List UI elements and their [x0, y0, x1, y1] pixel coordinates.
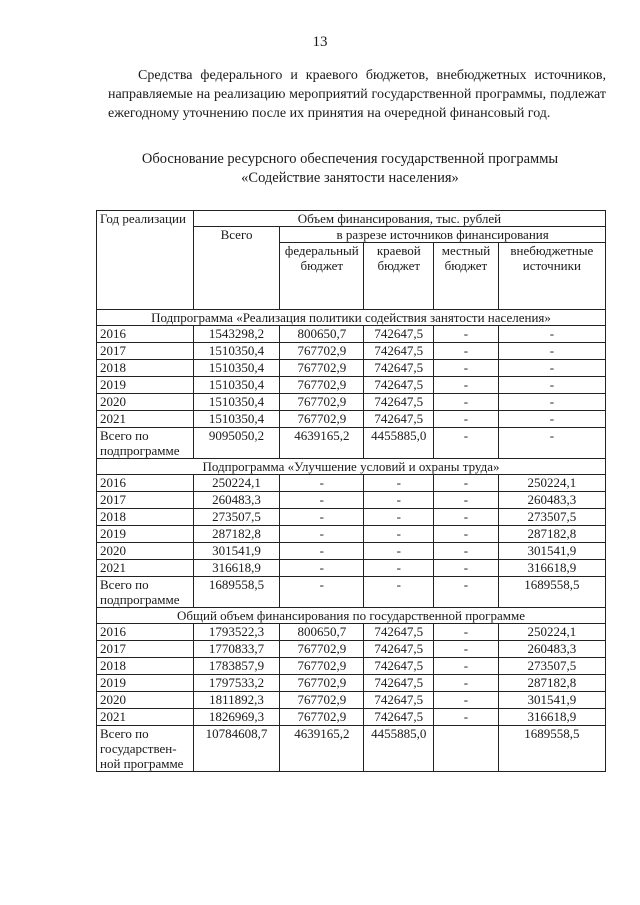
- cell-total: 250224,1: [193, 475, 279, 492]
- cell-regional: 742647,5: [364, 411, 434, 428]
- cell-total: 1510350,4: [193, 360, 279, 377]
- cell-year: 2018: [97, 509, 194, 526]
- cell-extra: 316618,9: [498, 709, 605, 726]
- cell-year: 2017: [97, 641, 194, 658]
- cell-regional: 742647,5: [364, 641, 434, 658]
- cell-regional: 4455885,0: [364, 428, 434, 459]
- cell-regional: 742647,5: [364, 675, 434, 692]
- cell-local: -: [434, 543, 499, 560]
- cell-total: 1543298,2: [193, 326, 279, 343]
- header-local: местный бюджет: [434, 243, 499, 310]
- cell-regional: -: [364, 509, 434, 526]
- cell-year: 2021: [97, 709, 194, 726]
- cell-extra: 1689558,5: [498, 577, 605, 608]
- cell-federal: 767702,9: [280, 411, 364, 428]
- cell-regional: -: [364, 560, 434, 577]
- cell-local: -: [434, 343, 499, 360]
- cell-local: -: [434, 577, 499, 608]
- cell-local: -: [434, 394, 499, 411]
- intro-paragraph: Средства федерального и краевого бюджетов, внебюджетных источников, направляемые на реализацию мероприятий государственной программы, подлежат ежегодному уточнению после их принятия на очередной финансовый год.: [108, 68, 606, 121]
- cell-local: -: [434, 624, 499, 641]
- cell-year: 2017: [97, 492, 194, 509]
- cell-federal: 800650,7: [280, 624, 364, 641]
- cell-year: Всего по подпрограмме: [97, 428, 194, 459]
- cell-total: 1689558,5: [193, 577, 279, 608]
- cell-federal: -: [280, 475, 364, 492]
- table-row: [97, 377, 606, 394]
- section-title-row: [97, 310, 606, 326]
- section-title-row: [97, 608, 606, 624]
- header-by-source: в разрезе источников финансирования: [280, 227, 606, 243]
- financing-table: [96, 210, 606, 772]
- cell-year: 2020: [97, 543, 194, 560]
- cell-extra: 250224,1: [498, 624, 605, 641]
- cell-extra: -: [498, 326, 605, 343]
- header-extra: внебюджетные источники: [498, 243, 605, 310]
- cell-total: 1797533,2: [193, 675, 279, 692]
- cell-regional: -: [364, 492, 434, 509]
- cell-year: 2020: [97, 692, 194, 709]
- cell-regional: 742647,5: [364, 624, 434, 641]
- cell-regional: 742647,5: [364, 692, 434, 709]
- section-title-row: [97, 459, 606, 475]
- table-header: [97, 211, 606, 310]
- cell-local: -: [434, 475, 499, 492]
- table-row: [97, 624, 606, 641]
- header-total: Всего: [193, 227, 279, 310]
- header-volume: Объем финансирования, тыс. рублей: [193, 211, 605, 227]
- cell-total: 260483,3: [193, 492, 279, 509]
- cell-year: 2019: [97, 526, 194, 543]
- cell-year: 2019: [97, 377, 194, 394]
- cell-total: 1510350,4: [193, 411, 279, 428]
- table-row: [97, 509, 606, 526]
- cell-local: -: [434, 411, 499, 428]
- title-line-1: Обоснование ресурсного обеспечения государственной программы: [141, 151, 559, 167]
- header-year: Год реализации: [97, 211, 194, 310]
- page-number: 13: [312, 34, 328, 50]
- cell-total: 287182,8: [193, 526, 279, 543]
- table-row: [97, 411, 606, 428]
- cell-local: -: [434, 326, 499, 343]
- table-row: [97, 560, 606, 577]
- cell-extra: 316618,9: [498, 560, 605, 577]
- table-row: [97, 692, 606, 709]
- cell-total: 10784608,7: [193, 726, 279, 772]
- cell-federal: 4639165,2: [280, 428, 364, 459]
- cell-extra: -: [498, 360, 605, 377]
- cell-total: 1783857,9: [193, 658, 279, 675]
- table-row: [97, 709, 606, 726]
- cell-regional: 742647,5: [364, 658, 434, 675]
- cell-local: -: [434, 377, 499, 394]
- table-row: [97, 360, 606, 377]
- cell-local: [434, 726, 499, 772]
- cell-regional: 742647,5: [364, 343, 434, 360]
- cell-total: 1510350,4: [193, 394, 279, 411]
- cell-total: 1793522,3: [193, 624, 279, 641]
- cell-extra: 301541,9: [498, 543, 605, 560]
- cell-total: 316618,9: [193, 560, 279, 577]
- cell-total: 1811892,3: [193, 692, 279, 709]
- cell-extra: 287182,8: [498, 526, 605, 543]
- cell-local: -: [434, 509, 499, 526]
- cell-local: -: [434, 692, 499, 709]
- cell-federal: 767702,9: [280, 343, 364, 360]
- table-row: [97, 658, 606, 675]
- cell-regional: -: [364, 543, 434, 560]
- summary-row: [97, 726, 606, 772]
- cell-total: 273507,5: [193, 509, 279, 526]
- table-row: [97, 526, 606, 543]
- summary-row: [97, 577, 606, 608]
- table-row: [97, 343, 606, 360]
- header-federal: федеральный бюджет: [280, 243, 364, 310]
- cell-extra: -: [498, 411, 605, 428]
- cell-extra: 260483,3: [498, 641, 605, 658]
- section-title: Общий объем финансирования по государственной программе: [97, 608, 606, 624]
- cell-federal: -: [280, 509, 364, 526]
- cell-federal: 767702,9: [280, 675, 364, 692]
- section-title: Подпрограмма «Реализация политики содействия занятости населения»: [97, 310, 606, 326]
- table-row: [97, 475, 606, 492]
- cell-extra: 273507,5: [498, 658, 605, 675]
- cell-extra: 1689558,5: [498, 726, 605, 772]
- cell-regional: 742647,5: [364, 394, 434, 411]
- cell-regional: 742647,5: [364, 709, 434, 726]
- table-row: [97, 394, 606, 411]
- table-row: [97, 326, 606, 343]
- cell-extra: -: [498, 428, 605, 459]
- summary-row: [97, 428, 606, 459]
- cell-extra: 250224,1: [498, 475, 605, 492]
- cell-federal: 767702,9: [280, 377, 364, 394]
- cell-federal: -: [280, 560, 364, 577]
- cell-year: 2016: [97, 475, 194, 492]
- cell-federal: 4639165,2: [280, 726, 364, 772]
- cell-local: -: [434, 658, 499, 675]
- cell-federal: 767702,9: [280, 641, 364, 658]
- cell-year: 2018: [97, 360, 194, 377]
- cell-federal: 767702,9: [280, 394, 364, 411]
- cell-federal: -: [280, 492, 364, 509]
- cell-total: 1510350,4: [193, 343, 279, 360]
- cell-local: -: [434, 709, 499, 726]
- cell-total: 301541,9: [193, 543, 279, 560]
- header-regional: краевой бюджет: [364, 243, 434, 310]
- table-row: [97, 543, 606, 560]
- cell-local: -: [434, 492, 499, 509]
- cell-regional: -: [364, 577, 434, 608]
- cell-total: 9095050,2: [193, 428, 279, 459]
- cell-year: 2017: [97, 343, 194, 360]
- cell-federal: -: [280, 526, 364, 543]
- cell-regional: 742647,5: [364, 360, 434, 377]
- cell-extra: -: [498, 343, 605, 360]
- table-row: [97, 675, 606, 692]
- cell-total: 1770833,7: [193, 641, 279, 658]
- table-row: [97, 641, 606, 658]
- cell-regional: -: [364, 475, 434, 492]
- section-title: Подпрограмма «Улучшение условий и охраны труда»: [97, 459, 606, 475]
- cell-federal: 767702,9: [280, 360, 364, 377]
- cell-federal: 767702,9: [280, 658, 364, 675]
- cell-total: 1826969,3: [193, 709, 279, 726]
- cell-federal: 767702,9: [280, 692, 364, 709]
- table-body: [97, 310, 606, 772]
- cell-extra: 273507,5: [498, 509, 605, 526]
- cell-year: 2018: [97, 658, 194, 675]
- cell-extra: 287182,8: [498, 675, 605, 692]
- cell-regional: 742647,5: [364, 377, 434, 394]
- title-line-2: «Содействие занятости населения»: [241, 170, 459, 186]
- cell-regional: 742647,5: [364, 326, 434, 343]
- cell-total: 1510350,4: [193, 377, 279, 394]
- cell-extra: 260483,3: [498, 492, 605, 509]
- table-row: [97, 492, 606, 509]
- cell-local: -: [434, 675, 499, 692]
- cell-year: 2016: [97, 624, 194, 641]
- cell-local: -: [434, 428, 499, 459]
- cell-year: 2021: [97, 411, 194, 428]
- cell-federal: 800650,7: [280, 326, 364, 343]
- document-title: [100, 150, 600, 188]
- cell-local: -: [434, 641, 499, 658]
- cell-year: 2021: [97, 560, 194, 577]
- cell-federal: -: [280, 577, 364, 608]
- cell-extra: 301541,9: [498, 692, 605, 709]
- cell-regional: -: [364, 526, 434, 543]
- cell-local: -: [434, 560, 499, 577]
- cell-regional: 4455885,0: [364, 726, 434, 772]
- cell-year: Всего по государствен-ной программе: [97, 726, 194, 772]
- cell-local: -: [434, 360, 499, 377]
- cell-local: -: [434, 526, 499, 543]
- cell-federal: -: [280, 543, 364, 560]
- cell-federal: 767702,9: [280, 709, 364, 726]
- cell-year: 2020: [97, 394, 194, 411]
- cell-year: 2016: [97, 326, 194, 343]
- cell-extra: -: [498, 394, 605, 411]
- cell-year: Всего по подпрограмме: [97, 577, 194, 608]
- cell-year: 2019: [97, 675, 194, 692]
- cell-extra: -: [498, 377, 605, 394]
